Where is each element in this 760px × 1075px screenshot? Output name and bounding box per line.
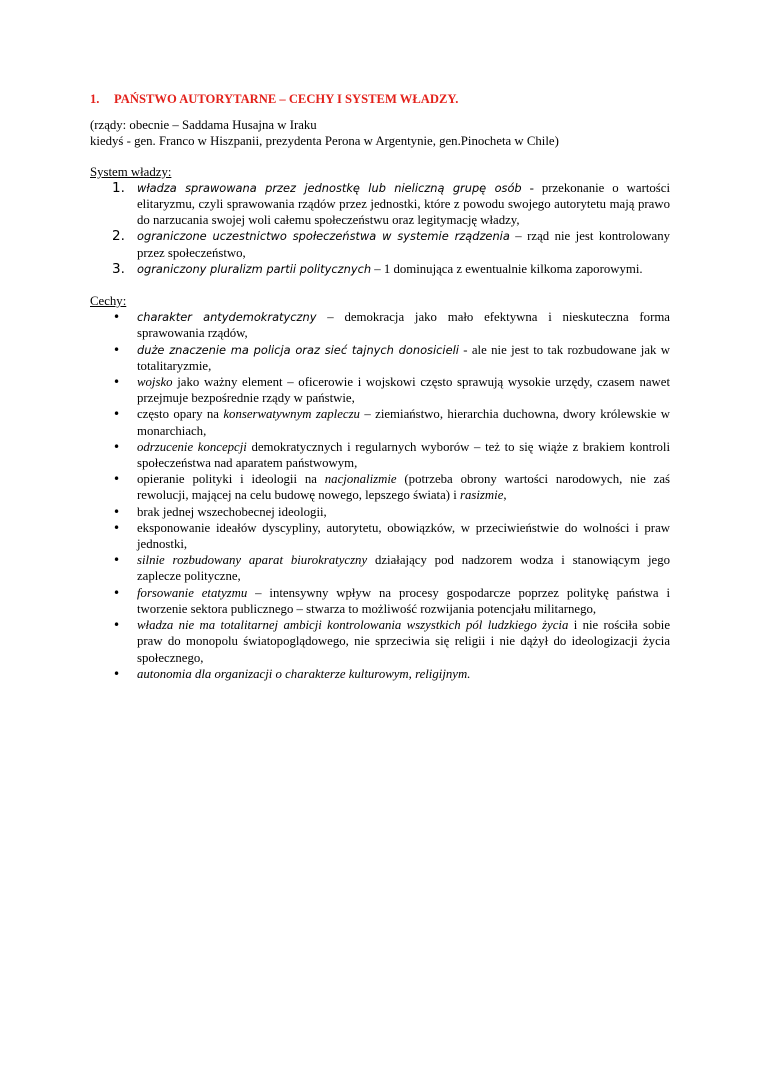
system-item-1 (90, 180, 670, 229)
bullet-icon: • (113, 504, 121, 519)
bullet-icon: • (113, 342, 121, 357)
item-emphasis: konserwatywnym zapleczu (223, 407, 360, 422)
cechy-item-11 (90, 617, 670, 666)
section-heading (90, 91, 670, 107)
cechy-item-8 (90, 520, 670, 552)
item-text: – 1 dominująca z ewentualnie kilkoma zaporowymi. (371, 261, 643, 276)
item-emphasis: autonomia dla organizacji o charakterze kulturowym, religijnym. (137, 666, 471, 681)
item-text: działający pod nadzorem wodza i stanowiącym jego zaplecze polityczne, (137, 553, 670, 584)
bullet-icon: • (113, 472, 121, 487)
cechy-item-3 (90, 374, 670, 406)
cechy-list (90, 309, 670, 682)
item-emphasis: wojsko (137, 375, 173, 390)
item-emphasis: forsowanie etatyzmu (137, 585, 248, 600)
item-text: - ale nie jest to tak rozbudowane jak w totalitaryzmie, (137, 342, 670, 373)
item-text: brak jednej wszechobecnej ideologii, (137, 504, 327, 519)
system-item-3 (90, 261, 670, 277)
cechy-item-7 (90, 504, 670, 520)
item-text: jako ważny element – oficerowie i wojskowi często sprawują wysokie urzędy, czasem nawet przejmuje bezpośrednie rządy w państwie, (137, 375, 670, 406)
bullet-icon: • (113, 407, 121, 422)
item-text: demokratycznych i regularnych wyborów – też to się wiąże z brakiem kontroli społeczeństwa nad aparatem państwowym, (137, 439, 670, 471)
heading-text: PAŃSTWO AUTORYTARNE – CECHY I SYSTEM WŁADZY. (114, 92, 459, 106)
bullet-icon: • (113, 666, 121, 681)
intro-paragraph (90, 117, 670, 149)
bullet-icon: • (113, 310, 121, 325)
cechy-item-4 (90, 406, 670, 438)
item-emphasis: nacjonalizmie (324, 472, 397, 487)
bullet-icon: • (113, 375, 121, 390)
item-text: - przekonanie o wartości elitaryzmu, czyli sprawowania rządów przez jednostki, które z powodu swojego autorytetu mają prawo do narzucania swojej woli całemu społeczeństwu oraz legitymację władzy, (137, 180, 670, 228)
bullet-icon: • (113, 618, 121, 633)
list-number: 1. (112, 179, 125, 196)
item-suffix: , (503, 488, 507, 503)
list-number: 3. (112, 260, 125, 277)
item-text: eksponowanie ideałów dyscypliny, autorytetu, obowiązków, w przeciwieństwie do wolności i praw jednostki, (137, 520, 670, 552)
item-emphasis-2: rasizmie (460, 488, 504, 503)
bullet-icon: • (113, 585, 121, 600)
item-emphasis: ograniczone uczestnictwo społeczeństwa w systemie rządzenia (137, 229, 510, 244)
intro-line-2: kiedyś - gen. Franco w Hiszpanii, prezydenta Perona w Argentynie, gen.Pinocheta w Chile) (90, 134, 559, 149)
item-prefix: opieranie polityki i ideologii na (137, 472, 325, 487)
bullet-icon: • (113, 553, 121, 568)
cechy-item-2 (90, 342, 670, 374)
cechy-item-1 (90, 309, 670, 341)
list-number: 2. (112, 228, 125, 245)
item-emphasis: duże znaczenie ma policja oraz sieć tajnych donosicieli (137, 342, 459, 357)
cechy-item-10 (90, 585, 670, 617)
system-list (90, 180, 670, 277)
item-emphasis: odrzucenie koncepcji (137, 439, 247, 454)
intro-line-1: (rządy: obecnie – Saddama Husajna w Iraku (90, 118, 317, 133)
cechy-item-12 (90, 666, 670, 682)
item-emphasis: silnie rozbudowany aparat biurokratyczny (137, 553, 368, 568)
item-emphasis: władza sprawowana przez jednostkę lub nieliczną grupę osób (137, 180, 522, 195)
system-item-2 (90, 228, 670, 260)
bullet-icon: • (113, 439, 121, 454)
item-emphasis: ograniczony pluralizm partii politycznych (137, 261, 372, 276)
cechy-item-6 (90, 471, 670, 503)
item-emphasis: charakter antydemokratyczny (137, 310, 317, 325)
heading-number: 1. (90, 92, 100, 106)
cechy-item-5 (90, 439, 670, 471)
cechy-title: Cechy: (90, 294, 127, 309)
item-text: – intensywny wpływ na procesy gospodarcze poprzez politykę państwa i tworzenie sektora publicznego – stwarza to możliwość rozwijania potencjału militarnego, (137, 585, 670, 616)
item-text: – ziemiaństwo, hierarchia duchowna, dwory królewskie w monarchiach, (137, 407, 670, 438)
system-title: System władzy: (90, 164, 172, 179)
item-emphasis: władza nie ma totalitarnej ambicji kontrolowania wszystkich pól ludzkiego życia (137, 618, 569, 633)
spacer (90, 277, 670, 293)
item-text: i nie rościła sobie praw do monopolu światopoglądowego, nie sprzeciwia się religii i nie dążył do ideologizacji życia społecznego, (137, 618, 671, 665)
document-content (90, 91, 670, 682)
item-text: – rząd nie jest kontrolowany przez społeczeństwo, (137, 229, 670, 260)
bullet-icon: • (113, 520, 121, 535)
cechy-item-9 (90, 552, 670, 584)
item-prefix: często opary na (137, 407, 224, 422)
item-text: (potrzeba obrony wartości narodowych, nie zaś rewolucji, mającej na celu budowę nowego, lepszego świata) i (137, 472, 670, 503)
item-text: – demokracja jako mało efektywna i nieskuteczna forma sprawowania rządów, (137, 310, 670, 341)
